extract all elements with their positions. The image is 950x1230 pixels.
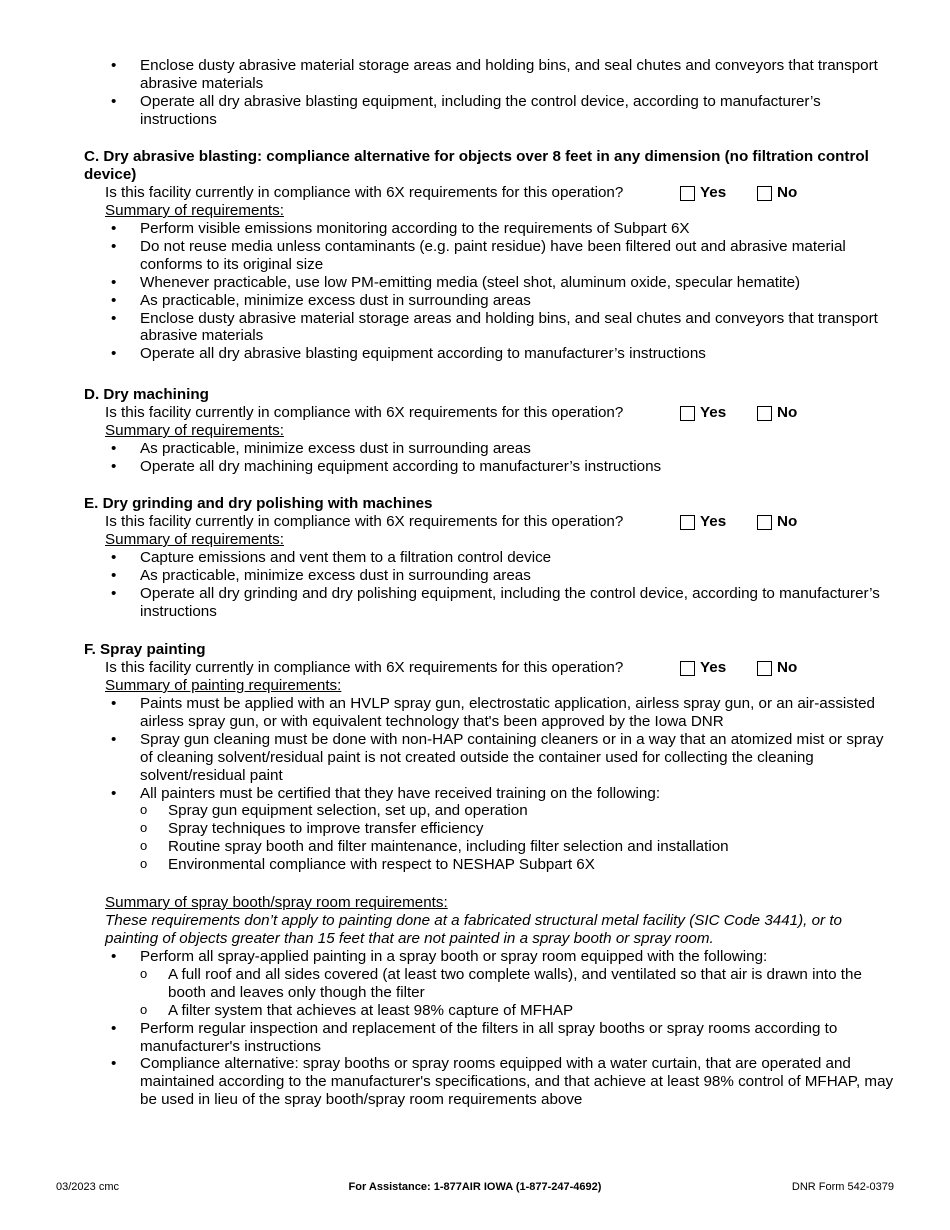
summary-heading: Summary of requirements: (105, 422, 284, 439)
list-item (84, 785, 896, 875)
list-item: • As practicable, minimize excess dust in surrounding areas (84, 567, 896, 585)
no-label: No (777, 659, 798, 676)
list-item: • Perform visible emissions monitoring according to the requirements of Subpart 6X (84, 220, 896, 238)
list-item: • Whenever practicable, use low PM-emitting media (steel shot, aluminum oxide, specular hematite) (84, 274, 896, 292)
section-c-heading: C. Dry abrasive blasting: compliance alternative for objects over 8 feet in any dimension (no filtration control device) (84, 148, 869, 183)
footer-date: 03/2023 cmc (56, 1181, 119, 1193)
checkbox-icon[interactable] (757, 661, 772, 676)
no-label: No (777, 184, 798, 201)
yes-label: Yes (700, 184, 727, 201)
spray-booth-requirements (84, 894, 896, 1109)
booth-note: These requirements don’t apply to painting done at a fabricated structural metal facility (SIC Code 3441), or to painting of objects greater than 15 feet that are not painted in a spray booth or spray room. (105, 912, 842, 947)
no-label: No (777, 513, 798, 530)
compliance-question: Is this facility currently in compliance with 6X requirements for this operation? (105, 404, 624, 421)
checkbox-icon[interactable] (680, 186, 695, 201)
list-item: • Operate all dry abrasive blasting equipment, including the control device, according to manufacturer’s instructions (84, 93, 896, 129)
section-e-no-checkbox[interactable] (757, 513, 797, 531)
section-f-heading: F. Spray painting (84, 641, 206, 658)
yes-label: Yes (700, 513, 727, 530)
checkbox-icon[interactable] (757, 186, 772, 201)
section-c-question-row (84, 184, 896, 202)
footer-form-number: DNR Form 542-0379 (791, 1181, 894, 1193)
yes-label: Yes (700, 659, 727, 676)
section-e-yes-checkbox[interactable] (680, 513, 726, 531)
list-item: • Operate all dry machining equipment according to manufacturer’s instructions (84, 458, 896, 476)
section-c (84, 148, 896, 363)
section-d-no-checkbox[interactable] (757, 404, 797, 422)
footer-assistance: For Assistance: 1-877AIR IOWA (1-877-247-4692) (348, 1181, 602, 1193)
compliance-question: Is this facility currently in compliance with 6X requirements for this operation? (105, 184, 624, 201)
list-item: • Perform regular inspection and replacement of the filters in all spray booths or spray rooms according to manufacturer's instructions (84, 1020, 896, 1056)
list-item: • Capture emissions and vent them to a filtration control device (84, 549, 896, 567)
list-item: • As practicable, minimize excess dust in surrounding areas (84, 292, 896, 310)
section-c-yes-checkbox[interactable] (680, 184, 726, 202)
section-d-heading: D. Dry machining (84, 386, 209, 403)
section-e (84, 495, 896, 621)
checkbox-icon[interactable] (757, 515, 772, 530)
training-sublist (140, 802, 896, 874)
section-e-heading: E. Dry grinding and dry polishing with machines (84, 495, 433, 512)
section-f-yes-checkbox[interactable] (680, 659, 726, 677)
checkbox-icon[interactable] (757, 406, 772, 421)
sub-list-item: o A filter system that achieves at least 98% capture of MFHAP (140, 1002, 896, 1020)
list-item: • Operate all dry grinding and dry polishing equipment, including the control device, according to manufacturer’s instructions (84, 585, 896, 621)
summary-heading: Summary of requirements: (105, 202, 284, 219)
painting-summary-heading: Summary of painting requirements: (105, 677, 342, 694)
yes-label: Yes (700, 404, 727, 421)
list-item: • As practicable, minimize excess dust in surrounding areas (84, 440, 896, 458)
list-item: • Paints must be applied with an HVLP spray gun, electrostatic application, airless spray gun, or an air-assisted airless spray gun, or with equivalent technology that's been approved by the Iowa DNR (84, 695, 896, 731)
section-d-yes-checkbox[interactable] (680, 404, 726, 422)
booth-summary-heading: Summary of spray booth/spray room requirements: (105, 894, 448, 911)
sub-list-item: o Routine spray booth and filter maintenance, including filter selection and installation (140, 838, 896, 856)
sub-list-item: o A full roof and all sides covered (at least two complete walls), and ventilated so that air is drawn into the booth and leaves only though the filter (140, 966, 896, 1002)
section-f-question-row (84, 659, 896, 677)
section-c-no-checkbox[interactable] (757, 184, 797, 202)
compliance-question: Is this facility currently in compliance with 6X requirements for this operation? (105, 659, 624, 676)
list-item-text: All painters must be certified that they have received training on the following: (140, 784, 661, 802)
list-item: • Do not reuse media unless contaminants (e.g. paint residue) have been filtered out and abrasive material conforms to its original size (84, 238, 896, 274)
list-item: • Enclose dusty abrasive material storage areas and holding bins, and seal chutes and conveyors that transport abrasive materials (84, 57, 896, 93)
section-f-no-checkbox[interactable] (757, 659, 797, 677)
section-d-question-row (84, 404, 896, 422)
no-label: No (777, 404, 798, 421)
list-item: • Spray gun cleaning must be done with non-HAP containing cleaners or in a way that an atomized mist or spray of cleaning solvent/residual paint is not created outside the container used for collecting the cleaning solvent/residual paint (84, 731, 896, 785)
section-e-question-row (84, 513, 896, 531)
checkbox-icon[interactable] (680, 515, 695, 530)
top-continuation-list (84, 57, 896, 129)
checkbox-icon[interactable] (680, 661, 695, 676)
list-item: • Compliance alternative: spray booths or spray rooms equipped with a water curtain, that are operated and maintained according to the manufacturer's specifications, and that achieve at least 98% control of MFHAP, may be used in lieu of the spray booth/spray room requirements above (84, 1055, 896, 1109)
sub-list-item: o Spray techniques to improve transfer efficiency (140, 820, 896, 838)
list-item: • Enclose dusty abrasive material storage areas and holding bins, and seal chutes and conveyors that transport abrasive materials (84, 310, 896, 346)
summary-heading: Summary of requirements: (105, 531, 284, 548)
section-d (84, 386, 896, 476)
sub-list-item: o Environmental compliance with respect to NESHAP Subpart 6X (140, 856, 896, 874)
sub-list-item: o Spray gun equipment selection, set up, and operation (140, 802, 896, 820)
checkbox-icon[interactable] (680, 406, 695, 421)
compliance-question: Is this facility currently in compliance with 6X requirements for this operation? (105, 513, 624, 530)
list-item (84, 948, 896, 1020)
list-item: • Operate all dry abrasive blasting equipment according to manufacturer’s instructions (84, 345, 896, 363)
booth-sublist (140, 966, 896, 1020)
section-f (84, 641, 896, 874)
list-item-text: Perform all spray-applied painting in a spray booth or spray room equipped with the following: (140, 948, 768, 965)
